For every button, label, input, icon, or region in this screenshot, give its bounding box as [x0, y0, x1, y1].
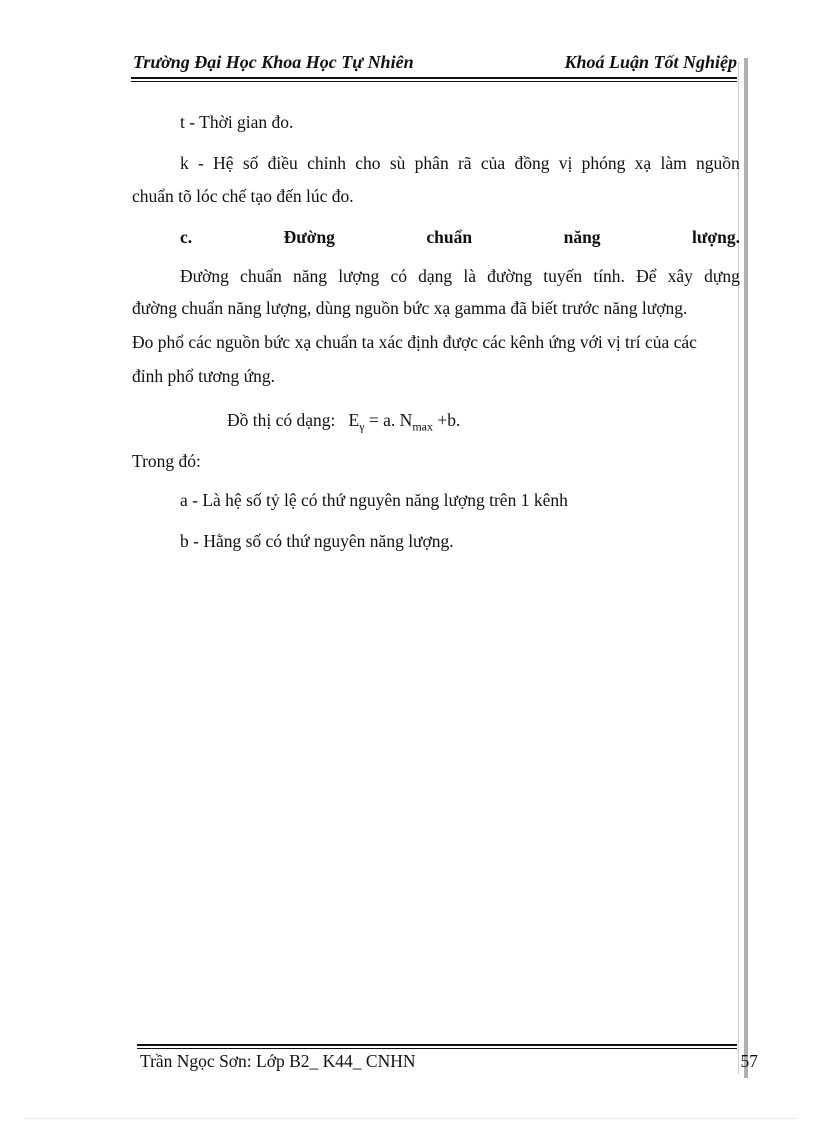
- heading-word: lượng.: [692, 227, 740, 247]
- k-definition-line1: [180, 151, 740, 175]
- formula-max: max: [412, 419, 433, 434]
- footer-rule: [137, 1044, 737, 1046]
- header-rule: [131, 77, 737, 79]
- justified-word: có: [390, 266, 407, 286]
- formula-mid: = a. N: [368, 410, 413, 430]
- justified-word: điều: [267, 153, 298, 173]
- footer-author: Trần Ngọc Sơn: Lớp B2_ K44_ CNHN: [140, 1051, 416, 1071]
- justified-word: chuẩn: [240, 266, 282, 286]
- formula-end: +b.: [437, 410, 461, 430]
- page-frame-right: [744, 58, 748, 1078]
- t-definition: t - Thời gian đo.: [180, 112, 294, 132]
- justified-word: đường: [487, 266, 533, 286]
- page-frame-right-inner: [738, 62, 739, 1074]
- justified-word: Đường: [180, 266, 229, 286]
- justified-word: rã: [457, 153, 472, 173]
- justified-word: nguồn: [696, 153, 740, 173]
- formula-line: [227, 408, 460, 439]
- formula-gamma: γ: [359, 419, 365, 434]
- where-label: Trong đó:: [132, 451, 201, 471]
- justified-word: sù: [389, 153, 406, 173]
- justified-word: Để: [636, 266, 657, 286]
- justified-word: phân: [414, 153, 449, 173]
- heading-word: Đường: [283, 227, 335, 247]
- page-number: 57: [740, 1051, 758, 1071]
- page-header: [131, 52, 737, 78]
- paragraph-line1: [180, 264, 740, 288]
- footer-rule-thin: [137, 1048, 737, 1049]
- heading-word: c.: [180, 227, 193, 247]
- paragraph-line3: Đo phổ các nguồn bức xạ chuẩn ta xác định được các kênh ứng với vị trí của các: [132, 332, 697, 352]
- justified-word: k: [180, 153, 189, 173]
- paragraph-line4: đỉnh phổ tương ứng.: [132, 366, 275, 386]
- justified-word: xây: [667, 266, 693, 286]
- b-definition: b - Hằng số có thứ nguyên năng lượng.: [180, 531, 454, 551]
- justified-word: Hệ: [213, 153, 234, 173]
- justified-word: chỉnh: [307, 153, 346, 173]
- justified-word: tính.: [593, 266, 625, 286]
- a-definition: a - Là hệ số tỷ lệ có thứ nguyên năng lượng trên 1 kênh: [180, 490, 568, 510]
- heading-word: năng: [563, 227, 601, 247]
- justified-word: năng: [293, 266, 328, 286]
- justified-word: tuyến: [543, 266, 583, 286]
- header-thesis: Khoá Luận Tốt Nghiệp: [564, 52, 737, 72]
- section-heading: [180, 225, 740, 249]
- heading-word: chuẩn: [426, 227, 473, 247]
- justified-word: dạng: [418, 266, 453, 286]
- justified-word: làm: [660, 153, 687, 173]
- justified-word: phóng: [581, 153, 626, 173]
- formula-e: E: [348, 410, 360, 430]
- justified-word: lượng: [338, 266, 380, 286]
- justified-word: đồng: [514, 153, 550, 173]
- justified-word: cho: [355, 153, 381, 173]
- justified-word: -: [198, 153, 204, 173]
- header-university: Trường Đại Học Khoa Học Tự Nhiên: [133, 52, 414, 72]
- justified-word: số: [242, 153, 259, 173]
- formula-label: Đồ thị có dạng:: [227, 410, 336, 430]
- header-rule-thin: [131, 81, 737, 82]
- justified-word: xạ: [634, 153, 652, 173]
- paragraph-line2: đường chuẩn năng lượng, dùng nguồn bức xạ gamma đã biết trước năng lượng.: [132, 298, 688, 318]
- justified-word: của: [480, 153, 506, 173]
- k-definition-line2: chuẩn tõ lóc chế tạo đến lúc đo.: [132, 186, 354, 206]
- justified-word: dựng: [704, 266, 740, 286]
- justified-word: vị: [558, 153, 573, 173]
- justified-word: là: [463, 266, 476, 286]
- page-edge: [25, 1118, 795, 1119]
